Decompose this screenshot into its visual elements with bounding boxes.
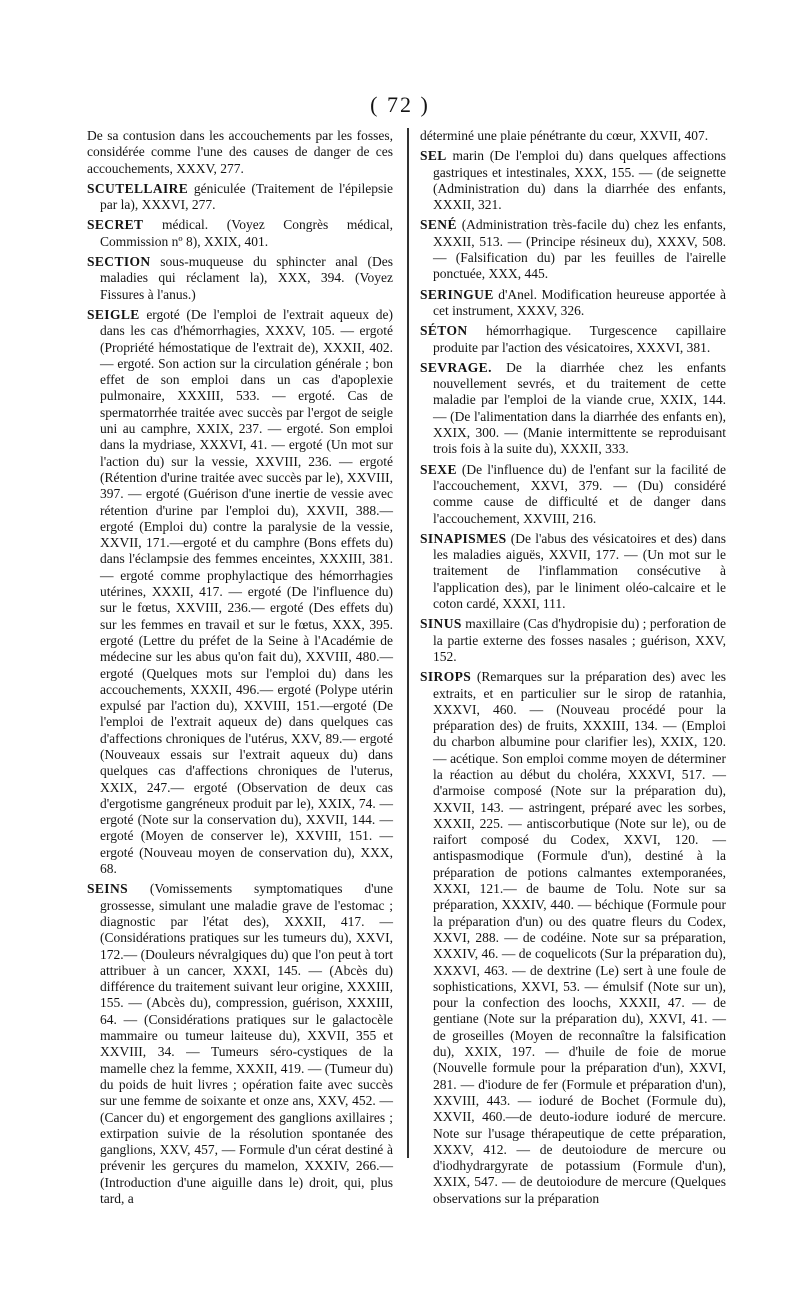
right-column <box>420 128 726 1211</box>
column-divider <box>407 128 409 1158</box>
entry-headword: SINUS <box>420 616 462 632</box>
index-entry <box>420 287 726 320</box>
index-entry <box>420 323 726 356</box>
index-entry <box>420 217 726 282</box>
index-entry <box>420 669 726 1207</box>
entry-text: De sa contusion dans les accouchements par les fosses, considérée comme l'une des causes de danger de ces accouchements, XXXV, 277. <box>87 128 393 176</box>
index-entry <box>420 616 726 665</box>
entry-headword: SERINGUE <box>420 286 494 302</box>
entry-text: (De l'abus des vésicatoires et des) dans les maladies aiguës, XXVII, 177. — (Un mot sur le traitement de l'inflammation consécutive à l'application des), par le liniment oléo-calcaire et le coton cardé, XXXI, 111. <box>433 530 726 612</box>
entry-text: hémorrhagique. Turgescence capillaire produite par l'action des vésicatoires, XXXVI, 381. <box>433 323 726 355</box>
page-number: ( 72 ) <box>370 92 430 117</box>
index-entry <box>87 217 393 250</box>
entry-headword: SEL <box>420 148 447 164</box>
index-entry <box>420 462 726 527</box>
index-entry <box>87 128 393 177</box>
index-entry <box>420 148 726 213</box>
entry-text: (Administration très-facile du) chez les enfants, XXXII, 513. — (Principe résineux du), XXXV, 508. — (Falsification du) par les feuilles de l'airelle ponctuée, XXX, 445. <box>433 217 727 282</box>
left-column <box>87 128 393 1211</box>
entry-text: d'Anel. Modification heureuse apportée à cet instrument, XXXV, 326. <box>433 286 726 318</box>
entry-headword: SCUTELLAIRE <box>87 180 189 196</box>
entry-text: (Remarques sur la préparation des) avec les extraits, et en particulier sur le sirop de ratanhia, XXXVI, 460. — (Nouveau procédé pour la préparation des) de fruits, XXXIII, 134. — (Emploi du charbon albumine pour clarifier les), XXIX, 120. — acétique. Son emploi comme moyen de déterminer la réaction au début du choléra, XXXVI, 517. — d'armoise composé (Note sur la préparation du), XXVII, 143. — astringent, préparé avec les sorbes, XXXII, 225. — antiscorbutique (Note sur le), ou de raifort composé du Codex, XXVI, 120. — antispasmodique (Formule d'un), destiné à la préparation de potions calmantes extemporanées, XXXI, 121.— de baume de Tolu. Note sur sa préparation, XXXIV, 440. — béchique (Formule pour la préparation d'un) ou des quatre fleurs du Codex, XXVI, 288. — de codéine. Note sur sa préparation, XXXIV, 46. — de coquelicots (Sur la préparation du), XXXVI, 463. — de dextrine (Le) sert à une foule de sophistications, XXVI, 53. — émulsif (Note sur un), pour la confection des loochs, XXXII, 47. — de gentiane (Note sur la préparation du), XXVI, 41. — de groseilles (Moyen de reconnaître la falsification du), XXIX, 197. — d'huile de foie de morue (Nouvelle formule pour la préparation d'un), XXVI, 281. — d'iodure de fer (Formule et préparation d'un), XXVIII, 443. — ioduré de Bochet (Formule du), XXVII, 460.—de deuto-iodure ioduré de mercure. Note sur l'usage thérapeutique de cette préparation, XXXV, 412. — de deutoiodure de mercure ou d'iodhydrargyrate de potassium (Formule d'un), XXIX, 547. — de deutoiodure de mercure (Quelques observations sur la préparation <box>433 669 726 1206</box>
index-entry <box>420 128 726 144</box>
entry-text: De la diarrhée chez les enfants nouvellement sevrés, et du traitement de cette maladie par l'emploi de la viande crue, XXIX, 144. — (De l'alimentation dans la diarrhée des enfants en), XXIX, 300. — (Manie intermittente se reproduisant trois fois à la suite du), XXXII, 333. <box>433 359 726 457</box>
index-entry <box>87 881 393 1207</box>
entry-headword: SEINS <box>87 881 129 897</box>
entry-text: (Vomissements symptomatiques d'une grossesse, simulant une maladie grave de l'estomac ; diagnostic par l'état des), XXXII, 417. — (Considérations pratiques sur les tumeurs du), XXVI, 172.— (Douleurs névralgiques du) que l'on peut à tort attribuer à un cancer, XXXI, 145. — (Abcès du) différence du traitement suivant leur origine, XXXIII, 155. — (Abcès du), compression, guérison, XXXIII, 64. — (Considérations pratiques sur le galactocèle mammaire ou tumeur laiteuse du), XXVII, 355 et XXVIII, 34. — Tumeurs séro-cystiques de la mamelle chez la femme, XXXII, 419. — (Tumeur du) du poids de huit livres ; opération faite avec succès sur une femme de soixante et onze ans, XXV, 452. — (Cancer du) et engorgement des ganglions axillaires ; extirpation suivie de la résolution spontanée des ganglions, XXV, 457, — Formule d'un cérat destiné à prévenir les gerçures du mamelon, XXXIV, 266.— (Introduction d'une aiguille dans le) droit, qui, plus tard, a <box>100 881 394 1206</box>
entry-headword: SIROPS <box>420 669 472 685</box>
index-entry <box>87 307 393 877</box>
index-entry <box>87 254 393 303</box>
index-entry <box>420 531 726 612</box>
entry-headword: SECTION <box>87 254 151 270</box>
entry-headword: SEIGLE <box>87 306 140 322</box>
entry-headword: SEXE <box>420 461 457 477</box>
index-entry <box>87 181 393 214</box>
entry-headword: SINAPISMES <box>420 530 507 546</box>
index-entry <box>420 360 726 458</box>
entry-headword: SECRET <box>87 217 144 233</box>
entry-text: sous-muqueuse du sphincter anal (Des maladies qui réclament la), XXX, 394. (Voyez Fissures à l'anus.) <box>100 254 394 302</box>
entry-text: géniculée (Traitement de l'épilepsie par la), XXXVI, 277. <box>100 180 393 213</box>
entry-text: maxillaire (Cas d'hydropisie du) ; perforation de la partie externe des fosses nasales ; guérison, XXV, 152. <box>433 616 727 664</box>
entry-text: médical. (Voyez Congrès médical, Commission nº 8), XXIX, 401. <box>100 217 393 249</box>
entry-text: déterminé une plaie pénétrante du cœur, XXVII, 407. <box>420 128 709 143</box>
entry-text: (De l'influence du) de l'enfant sur la facilité de l'accouchement, XXVI, 379. — (Du) considéré comme cause de difficulté et de danger dans l'accouchement, XXVIII, 216. <box>433 461 726 526</box>
entry-headword: SEVRAGE. <box>420 359 492 375</box>
entry-text: marin (De l'emploi du) dans quelques affections gastriques et intestinales, XXX, 155. — (de seignette (Administration du) dans la diarrhée des enfants, XXXII, 321. <box>433 148 726 213</box>
entry-text: ergoté (De l'emploi de l'extrait aqueux de) dans les cas d'hémorrhagies, XXXV, 105. — ergoté (Propriété hémostatique de l'extrait de), XXXII, 402. — ergoté. Son action sur la circulation générale ; bon effet de son emploi dans un cas d'apoplexie pulmonaire, XXXIII, 533. — ergoté. Cas de spermatorrhée traitée avec succès par l'ergot de seigle uni au camphre, XXIX, 237. — ergoté. Son emploi dans la mydriase, XXXVI, 41. — ergoté (Un mot sur l'action du) sur la vessie, XXVIII, 236. — ergoté (Rétention d'urine traitée avec succès par le), XXVIII, 397. — ergoté (Guérison d'une inertie de vessie avec rétention d'urine par l'emploi du), XXVII, 388.— ergoté (Emploi du) contre la paralysie de la vessie, XXVII, 171.—ergoté et du camphre (Bons effets du) dans l'éclampsie des femmes enceintes, XXXIII, 381.— ergoté comme prophylactique des hémorrhagies utérines, XXXII, 417. — ergoté (De l'influence du) sur le fœtus, XXVIII, 236.— ergoté (Des effets du) sur les femmes en travail et sur le fœtus, XXX, 395. ergoté (Lettre du préfet de la Seine à l'Académie de médecine sur les abus qu'on fait du), XXVIII, 480.—ergoté (Quelques mots sur l'emploi du) dans les accouchements, XXXII, 496.— ergoté (Polype utérin expulsé par l'action du), XXVIII, 151.—ergoté (De l'emploi de l'extrait aqueux de) dans quelques cas d'affections chroniques de l'utérus, XXV, 89.— ergoté (Nouveaux essais sur l'extrait aqueux du) dans quelques cas d'affections chroniques de l'uterus, XXIX, 247.— ergoté (Observation de deux cas d'ergotisme gangréneux produit par le), XXIX, 74. — ergoté (Note sur la conservation du), XXVII, 144. — ergoté (Moyen de conserver le), XXVIII, 151. — ergoté (Nouveau moyen de conservation du), XXX, 68. <box>100 306 394 877</box>
entry-headword: SENÉ <box>420 217 457 233</box>
entry-headword: SÉTON <box>420 323 468 339</box>
